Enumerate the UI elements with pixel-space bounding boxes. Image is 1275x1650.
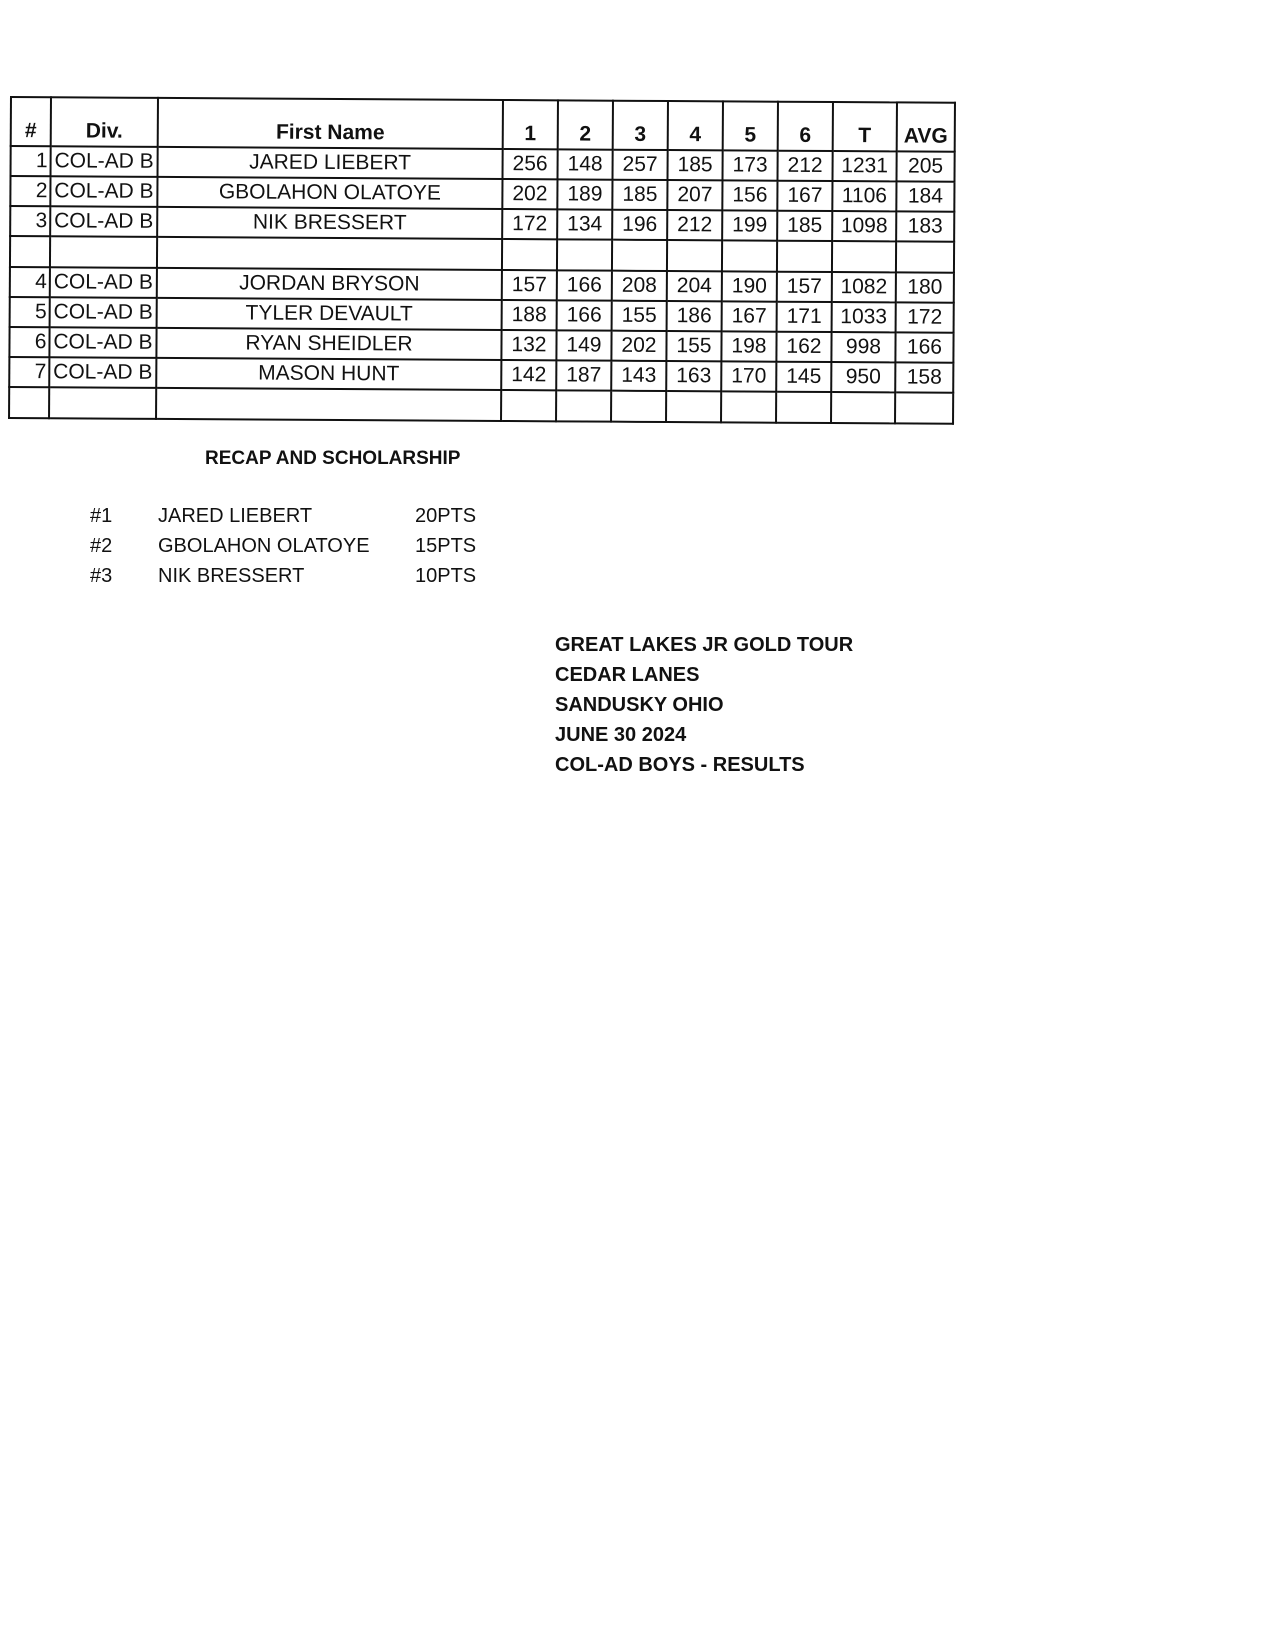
cell-average: 172: [896, 302, 954, 332]
empty-cell: [776, 392, 831, 423]
cell-game-2: 187: [556, 360, 611, 390]
header-total: T: [833, 102, 897, 151]
results-table: [8, 96, 956, 425]
empty-row: [9, 387, 953, 424]
empty-cell: [49, 387, 156, 419]
empty-cell: [556, 390, 611, 421]
cell-division: COL-AD B: [50, 297, 157, 328]
cell-total: 1231: [832, 151, 896, 181]
cell-total: 1106: [832, 181, 896, 211]
header-game-3: 3: [613, 101, 668, 150]
cell-division: COL-AD B: [50, 176, 157, 207]
cell-game-6: 212: [777, 151, 832, 181]
header-game-1: 1: [503, 100, 558, 149]
recap-name: GBOLAHON OLATOYE: [158, 535, 370, 557]
header-division: Div.: [51, 97, 158, 147]
cell-game-6: 157: [777, 272, 832, 302]
cell-game-3: 155: [612, 301, 667, 331]
recap-points: 15PTS: [415, 535, 477, 557]
event-info: [555, 630, 853, 780]
cell-game-1: 256: [503, 149, 558, 179]
cell-game-3: 143: [611, 361, 666, 391]
cell-division: COL-AD B: [49, 327, 156, 358]
empty-cell: [157, 237, 502, 270]
cell-game-1: 172: [502, 209, 557, 239]
cell-game-5: 173: [722, 150, 777, 180]
recap-name: JARED LIEBERT: [158, 505, 313, 527]
cell-game-2: 166: [557, 270, 612, 300]
empty-cell: [156, 388, 501, 421]
empty-cell: [10, 236, 50, 267]
cell-game-4: 185: [667, 150, 722, 180]
empty-cell: [612, 240, 667, 271]
header-first-name: First Name: [158, 98, 503, 149]
recap-points: 10PTS: [415, 565, 477, 587]
recap-item: [90, 565, 490, 595]
cell-game-3: 202: [611, 331, 666, 361]
cell-rank: 2: [10, 176, 50, 206]
cell-game-5: 198: [721, 331, 776, 361]
recap-list: [90, 505, 490, 595]
empty-cell: [777, 241, 832, 272]
cell-game-5: 199: [722, 210, 777, 240]
cell-game-1: 202: [502, 179, 557, 209]
cell-game-2: 166: [557, 300, 612, 330]
cell-game-2: 149: [556, 330, 611, 360]
cell-name: GBOLAHON OLATOYE: [157, 177, 502, 209]
recap-item: [90, 535, 490, 565]
cell-game-5: 156: [722, 180, 777, 210]
cell-game-2: 134: [557, 209, 612, 239]
empty-cell: [611, 391, 666, 422]
cell-game-1: 132: [501, 330, 556, 360]
cell-game-4: 163: [666, 361, 721, 391]
cell-game-5: 170: [721, 361, 776, 391]
empty-cell: [501, 390, 556, 421]
event-venue: CEDAR LANES: [555, 664, 700, 686]
cell-game-3: 196: [612, 210, 667, 240]
cell-name: TYLER DEVAULT: [157, 298, 502, 330]
cell-average: 183: [896, 211, 954, 241]
header-game-2: 2: [558, 100, 613, 149]
cell-total: 1033: [832, 302, 896, 332]
empty-cell: [557, 239, 612, 270]
cell-average: 184: [896, 181, 954, 211]
empty-cell: [666, 391, 721, 422]
recap-place: #1: [90, 505, 113, 527]
cell-game-2: 148: [558, 149, 613, 179]
cell-rank: 3: [10, 206, 50, 236]
recap-points: 20PTS: [415, 505, 477, 527]
cell-division: COL-AD B: [50, 267, 157, 298]
empty-cell: [721, 391, 776, 422]
cell-game-3: 208: [612, 271, 667, 301]
cell-average: 166: [895, 332, 953, 362]
recap-item: [90, 505, 490, 535]
cell-division: COL-AD B: [49, 357, 156, 388]
empty-cell: [831, 392, 895, 423]
empty-cell: [895, 392, 953, 423]
recap-place: #3: [90, 565, 113, 587]
recap-title: RECAP AND SCHOLARSHIP: [205, 448, 461, 469]
cell-average: 180: [896, 272, 954, 302]
header-game-5: 5: [723, 101, 778, 150]
cell-game-6: 145: [776, 362, 831, 392]
cell-division: COL-AD B: [50, 206, 157, 237]
cell-rank: 4: [10, 267, 50, 297]
cell-game-4: 155: [666, 331, 721, 361]
cell-game-1: 142: [501, 360, 556, 390]
empty-cell: [896, 241, 954, 272]
cell-rank: 7: [9, 357, 49, 387]
cell-game-4: 207: [667, 180, 722, 210]
empty-cell: [832, 241, 896, 272]
event-division-results: COL-AD BOYS - RESULTS: [555, 754, 805, 776]
cell-game-4: 204: [667, 271, 722, 301]
empty-cell: [722, 240, 777, 271]
cell-game-5: 190: [722, 271, 777, 301]
cell-average: 205: [896, 151, 954, 181]
event-tour: GREAT LAKES JR GOLD TOUR: [555, 634, 854, 656]
cell-game-5: 167: [722, 301, 777, 331]
cell-total: 1082: [832, 272, 896, 302]
cell-game-1: 157: [502, 270, 557, 300]
cell-game-6: 162: [776, 332, 831, 362]
cell-game-4: 212: [667, 210, 722, 240]
cell-game-4: 186: [667, 301, 722, 331]
cell-game-3: 185: [612, 180, 667, 210]
cell-name: MASON HUNT: [156, 358, 501, 390]
cell-average: 158: [895, 362, 953, 392]
header-average: AVG: [897, 102, 955, 151]
header-row: [11, 97, 955, 152]
empty-cell: [502, 239, 557, 270]
cell-name: JARED LIEBERT: [158, 147, 503, 179]
cell-rank: 1: [11, 146, 51, 176]
recap-name: NIK BRESSERT: [158, 565, 305, 587]
cell-game-6: 185: [777, 211, 832, 241]
cell-total: 998: [831, 332, 895, 362]
header-game-4: 4: [668, 101, 723, 150]
cell-game-1: 188: [502, 300, 557, 330]
event-date: JUNE 30 2024: [555, 724, 687, 746]
cell-rank: 6: [9, 327, 49, 357]
event-location: SANDUSKY OHIO: [555, 694, 724, 716]
cell-total: 1098: [832, 211, 896, 241]
cell-game-6: 171: [777, 302, 832, 332]
header-game-6: 6: [778, 102, 833, 151]
empty-cell: [667, 240, 722, 271]
header-rank: #: [11, 97, 51, 146]
cell-total: 950: [831, 362, 895, 392]
cell-name: RYAN SHEIDLER: [156, 328, 501, 360]
cell-name: JORDAN BRYSON: [157, 268, 502, 300]
empty-cell: [50, 236, 157, 268]
recap-place: #2: [90, 535, 113, 557]
cell-rank: 5: [10, 297, 50, 327]
cell-division: COL-AD B: [51, 146, 158, 177]
cell-game-6: 167: [777, 181, 832, 211]
cell-game-3: 257: [613, 150, 668, 180]
cell-name: NIK BRESSERT: [157, 207, 502, 239]
cell-game-2: 189: [557, 179, 612, 209]
empty-cell: [9, 387, 49, 418]
